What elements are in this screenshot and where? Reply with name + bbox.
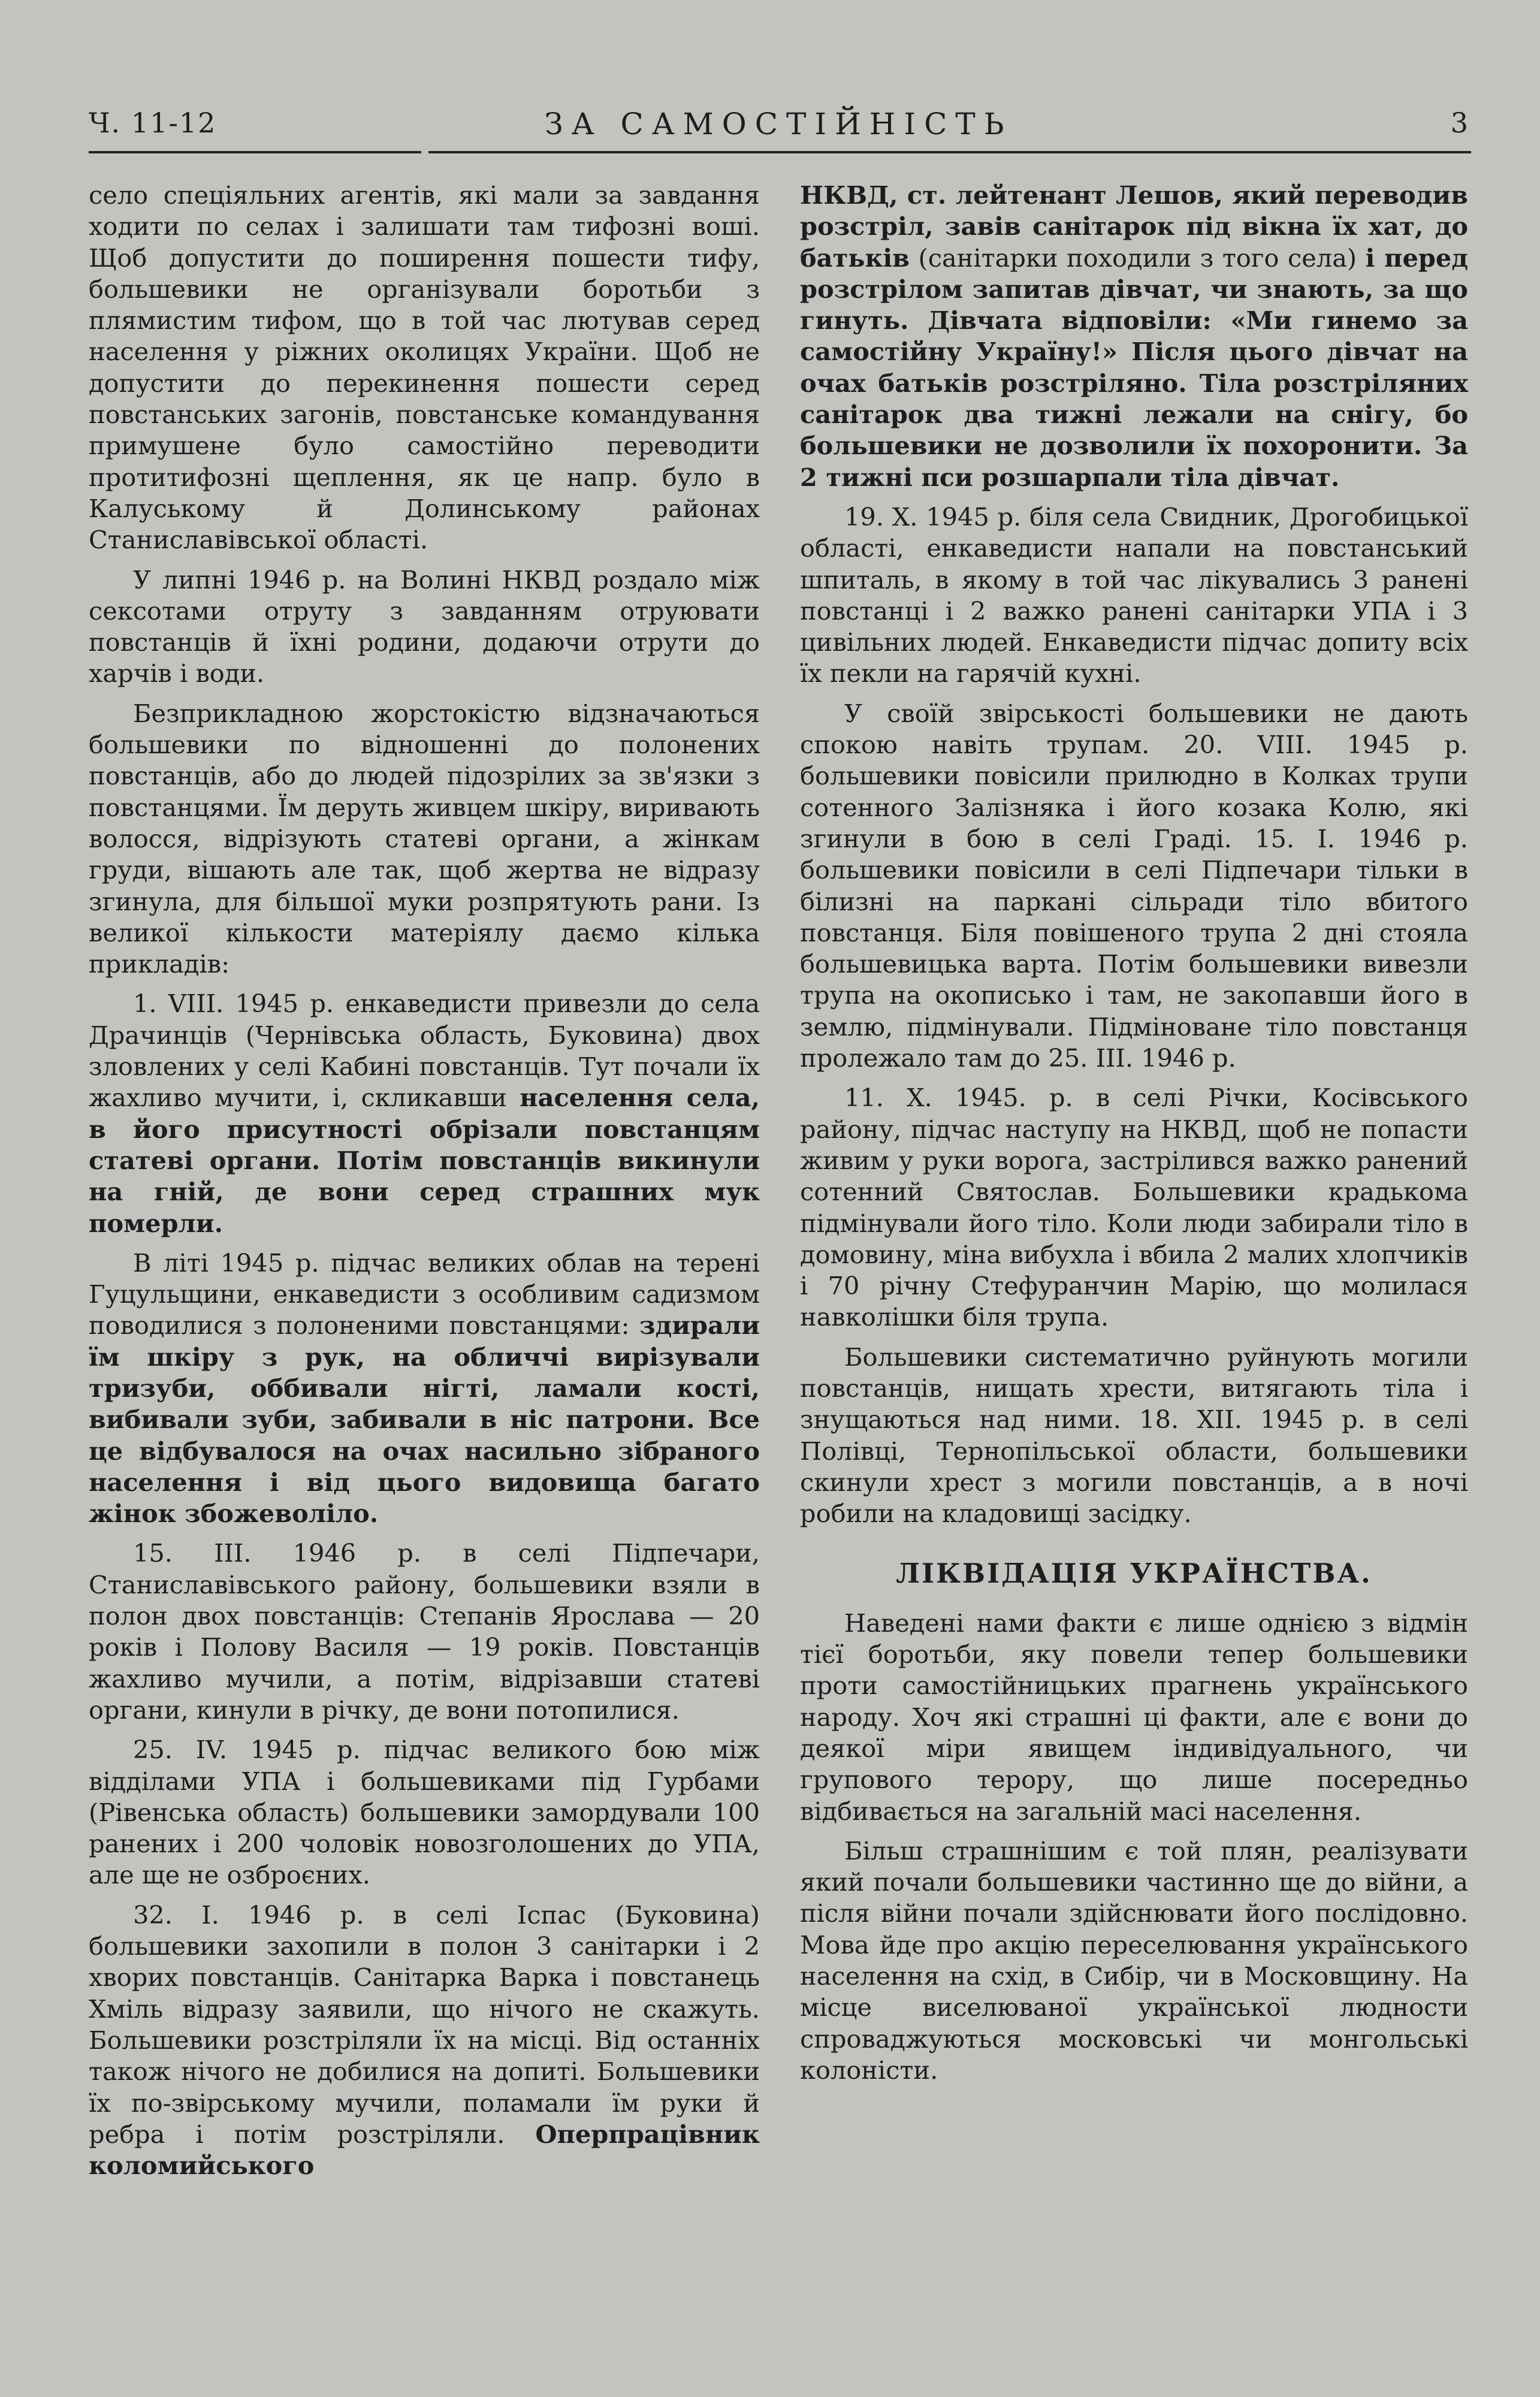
emphasis-text: і перед розстрілом запитав дівчат, чи знають, за що гинуть. Дівчата відповіли: «Ми гинемо за самостійну Україну!» Після цього дівчат на очах батьків розстріляно. Тіла розстріляних санітарок два тижні лежали на снігу, бо большевики не дозволили їх похоронити. За 2 тижні пси розшарпали тіла дівчат. — [800, 243, 1468, 492]
paragraph: село спеціяльних агентів, які мали за завдання ходити по селах і залишати там тифозні воші. Щоб допустити до поширення пошести тифу, большевики не організували боротьби з плямистим тифом, що в той час лютував серед населення у ріжних околицях України. Щоб не допустити до перекинення пошести серед повстанських загонів, повстанське командування примушене було самостійно переводити протитифозні щеплення, як це напр. було в Калуському й Долинському районах Станиславівської області. — [89, 180, 760, 555]
section-heading: ЛІКВІДАЦІЯ УКРАЇНСТВА. — [896, 1557, 1372, 1590]
left-column — [89, 180, 760, 2190]
emphasis-text: НКВД, ст. лейтенант Лешов, який переводив розстріл, завів санітарок під вікна їх хат, до батьків — [800, 180, 1468, 273]
issue-number: Ч. 11-12 — [89, 107, 217, 139]
emphasis-text: Оперпрацівник коломийського — [89, 2119, 760, 2181]
paragraph-text: (санітарки походили з того села) — [918, 243, 1357, 273]
paragraph-text: 32. I. 1946 р. в селі Іспас (Буковина) большевики захопили в полон 3 санітарки і 2 хворих повстанців. Санітарка Варка і повстанець Хміль відразу заявили, що нічого не скажуть. Большевики розстріляли їх на місці. Від останніх також нічого не добилися на допиті. Большевики їх по-звірському мучили, поламали їм руки й ребра і потім розстріляли. — [89, 1900, 760, 2149]
paragraph: У своїй звірськості большевики не дають спокою навіть трупам. 20. VIII. 1945 р. большевики повісили прилюдно в Колках трупи сотенного Залізняка і його козака Колю, які згинули в бою в селі Граді. 15. I. 1946 р. большевики повісили в селі Підпечари тільки в білизні на паркані сільради тіло вбитого повстанця. Біля повішеного трупа 2 дні стояла большевицька варта. Потім большевики вивезли трупа на окописько і там, не закопавши його в землю, підмінували. Підміноване тіло повстанця пролежало там до 25. III. 1946 р. — [800, 698, 1468, 1073]
paragraph: 11. X. 1945. р. в селі Річки, Косівського району, підчас наступу на НКВД, щоб не попасти живим у руки ворога, застрілився важко ранений сотенний Святослав. Большевики крадькома підмінували його тіло. Коли люди забирали тіло в домовину, міна вибухла і вбила 2 малих хлопчиків і 70 річну Стефуранчин Марію, що молилася навколішки біля трупа. — [800, 1083, 1468, 1332]
header-rule-right — [428, 151, 1471, 153]
page-number: 3 — [1450, 107, 1468, 139]
paragraph — [800, 180, 1468, 493]
paragraph: Наведені нами факти є лише однією з відмін тієї боротьби, яку повели тепер большевики проти самостійницьких прагнень українського народу. Хоч які страшні ці факти, але є вони до деякої міри явищем індивідуального, чи групового терору, що лише посередньо відбивається на загальній масі населення. — [800, 1608, 1468, 1826]
paragraph-text: В літі 1945 р. підчас великих облав на терені Гуцульщини, енкаведисти з особливим садизмом поводилися з полоненими повстанцями: — [89, 1248, 760, 1341]
paragraph: Безприкладною жорстокістю відзначаються большевики по відношенні до полонених повстанців, або до людей підозрілих за зв'язки з повстанцями. Їм деруть живцем шкіру, виривають волосся, відрізують статеві органи, а жінкам груди, вішають але так, щоб жертва не відразу згинула, для більшої муки розпрятують рани. Із великої кількости матеріялу даємо кілька прикладів: — [89, 698, 760, 979]
page-header — [89, 107, 1468, 149]
paragraph: Більш страшнішим є той плян, реалізувати який почали большевики частинно ще до війни, а після війни почали здійснювати його послідовно. Мова йде про акцію переселювання українського населення на схід, в Сибір, чи в Московщину. На місце виселюваної української людности спроваджуються московські чи монгольські колоністи. — [800, 1836, 1468, 2085]
paragraph-text: 1. VIII. 1945 р. енкаведисти привезли до села Драчинців (Чернівська область, Буковина) двох зловлених у селі Кабині повстанців. Тут почали їх жахливо мучити, і, скликавши — [89, 989, 760, 1113]
header-rule-left — [89, 151, 421, 153]
paragraph — [89, 1248, 760, 1530]
paragraph: У липні 1946 р. на Волині НКВД роздало між сексотами отруту з завданням отруювати повстанців й їхні родини, додаючи отрути до харчів і води. — [89, 564, 760, 689]
paragraph — [89, 988, 760, 1239]
emphasis-text: населення села, в його присутності обрізали повстанцям статеві органи. Потім повстанців викинули на гній, де вони серед страшних мук померли. — [89, 1083, 760, 1238]
publication-title: ЗА САМОСТІЙНІСТЬ — [544, 107, 1013, 141]
emphasis-text: здирали їм шкіру з рук, на обличчі вирізували тризуби, оббивали нігті, ламали кості, вибивали зуби, забивали в ніс патрони. Все це відбувалося на очах насильно зібраного населення і від цього видовища багато жінок збожеволіло. — [89, 1311, 760, 1529]
paragraph: 15. III. 1946 р. в селі Підпечари, Станиславівського району, большевики взяли в полон двох повстанців: Степанів Ярослава — 20 років і Полову Василя — 19 років. Повстанців жахливо мучили, а потім, відрізавши статеві органи, кинули в річку, де вони потопилися. — [89, 1538, 760, 1725]
paragraph: 25. IV. 1945 р. підчас великого бою між відділами УПА і большевиками під Гурбами (Рівенська область) большевики замордували 100 ранених і 200 чоловік новозголошених до УПА, але ще не озброєних. — [89, 1735, 760, 1890]
paragraph: 19. X. 1945 р. біля села Свидник, Дрогобицької області, енкаведисти напали на повстанський шпиталь, в якому в той час лікувались 3 ранені повстанці і 2 важко ранені санітарки УПА і 3 цивільних людей. Енкаведисти підчас допиту всіх їх пекли на гарячій кухні. — [800, 502, 1468, 689]
paragraph — [89, 1900, 760, 2182]
right-column — [800, 180, 1468, 2094]
paragraph: Большевики систематично руйнують могили повстанців, нищать хрести, витягають тіла і знущаються над ними. 18. XII. 1945 р. в селі Полівці, Тернопільської области, большевики скинули хрест з могили повстанців, а в ночі робили на кладовищі засідку. — [800, 1342, 1468, 1529]
